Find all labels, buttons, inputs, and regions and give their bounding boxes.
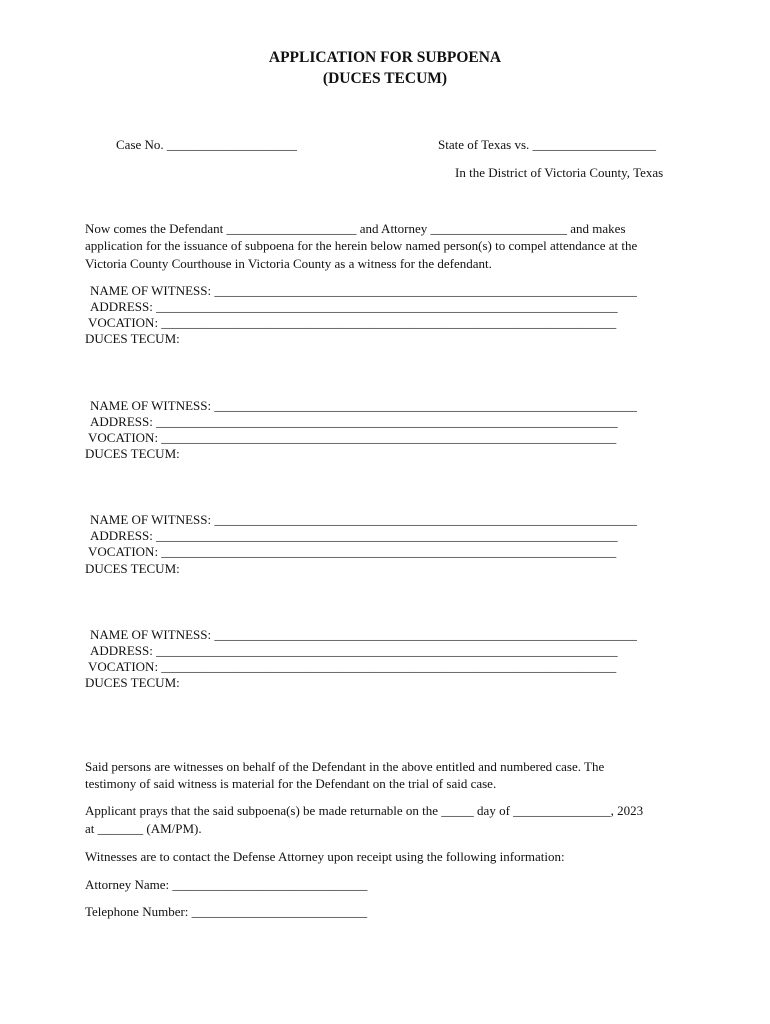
- intro-line-1[interactable]: Now comes the Defendant ____________________ and Attorney _____________________ and makes: [85, 221, 626, 236]
- witness-vocation-field[interactable]: VOCATION: ______________________________________________________________________: [88, 544, 617, 559]
- contact-instructions: Witnesses are to contact the Defense Attorney upon receipt using the following information:: [85, 849, 565, 864]
- witness-address-field[interactable]: ADDRESS: _______________________________________________________________________: [90, 643, 618, 658]
- duces-tecum-label: DUCES TECUM:: [85, 331, 180, 346]
- said-persons-line-1: Said persons are witnesses on behalf of the Defendant in the above entitled and numbered case. The: [85, 759, 605, 774]
- document-title: APPLICATION FOR SUBPOENA: [268, 49, 502, 66]
- witness-vocation-field[interactable]: VOCATION: ______________________________________________________________________: [88, 430, 617, 445]
- intro-line-2: application for the issuance of subpoena for the herein below named person(s) to compel attendance at the: [85, 238, 638, 253]
- returnable-time-line[interactable]: at _______ (AM/PM).: [85, 821, 202, 836]
- witness-address-field[interactable]: ADDRESS: _______________________________________________________________________: [90, 528, 618, 543]
- telephone-number-field[interactable]: Telephone Number: ___________________________: [85, 904, 368, 919]
- duces-tecum-label: DUCES TECUM:: [85, 675, 180, 690]
- district-label: In the District of Victoria County, Texas: [455, 165, 664, 180]
- witness-name-field[interactable]: NAME OF WITNESS: _________________________________________________________________: [90, 512, 637, 527]
- state-of-texas-vs-field[interactable]: State of Texas vs. ___________________: [438, 137, 657, 152]
- witness-vocation-field[interactable]: VOCATION: ______________________________________________________________________: [88, 315, 617, 330]
- attorney-name-field[interactable]: Attorney Name: ______________________________: [85, 877, 368, 892]
- document-subtitle: (DUCES TECUM): [322, 70, 448, 87]
- said-persons-line-2: testimony of said witness is material for the Defendant on the trial of said case.: [85, 776, 497, 791]
- witness-address-field[interactable]: ADDRESS: _______________________________________________________________________: [90, 299, 618, 314]
- duces-tecum-label: DUCES TECUM:: [85, 446, 180, 461]
- witness-name-field[interactable]: NAME OF WITNESS: _________________________________________________________________: [90, 283, 637, 298]
- witness-address-field[interactable]: ADDRESS: _______________________________________________________________________: [90, 414, 618, 429]
- case-number-field[interactable]: Case No. ____________________: [116, 137, 297, 152]
- intro-line-3: Victoria County Courthouse in Victoria County as a witness for the defendant.: [85, 256, 492, 271]
- duces-tecum-label: DUCES TECUM:: [85, 561, 180, 576]
- witness-name-field[interactable]: NAME OF WITNESS: _________________________________________________________________: [90, 398, 637, 413]
- witness-vocation-field[interactable]: VOCATION: ______________________________________________________________________: [88, 659, 617, 674]
- witness-name-field[interactable]: NAME OF WITNESS: _________________________________________________________________: [90, 627, 637, 642]
- returnable-date-line[interactable]: Applicant prays that the said subpoena(s) be made returnable on the _____ day of _______________, 2023: [85, 803, 644, 818]
